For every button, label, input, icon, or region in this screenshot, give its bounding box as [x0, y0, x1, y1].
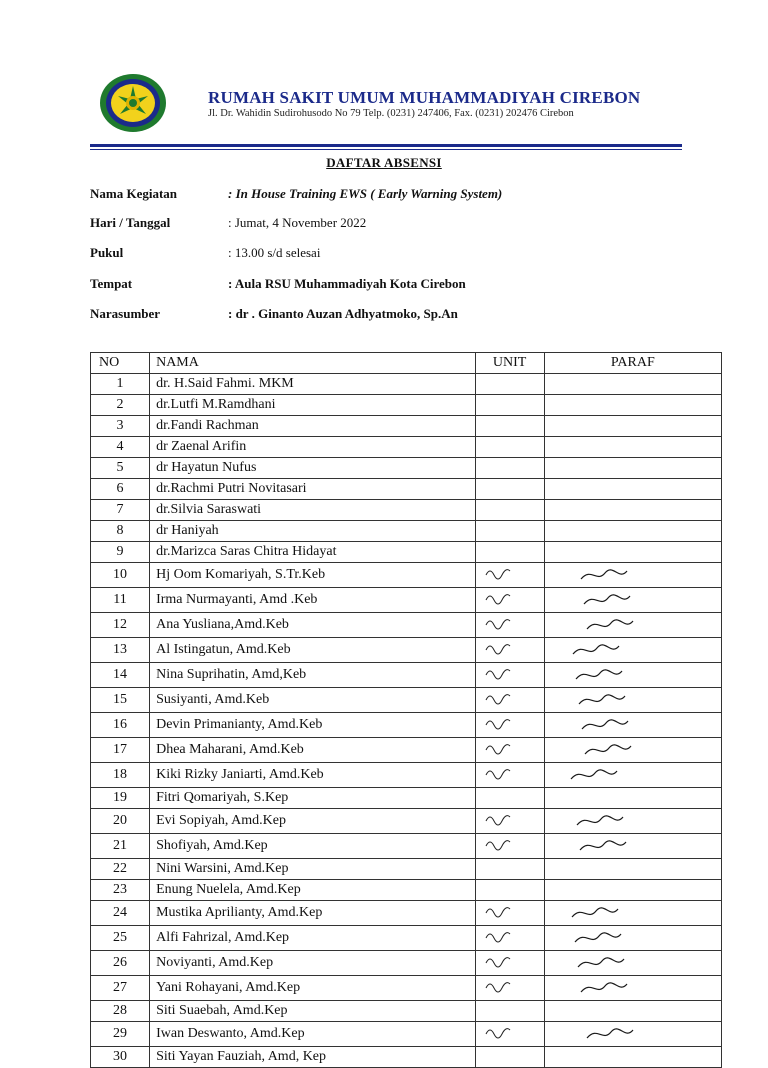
row-no: 14 — [91, 663, 150, 688]
signature-scribble — [551, 978, 701, 998]
row-no: 17 — [91, 738, 150, 763]
row-no: 1 — [91, 374, 150, 395]
table-row — [91, 834, 722, 859]
row-paraf — [544, 663, 721, 688]
document-title: DAFTAR ABSENSI — [326, 155, 442, 170]
row-no: 5 — [91, 458, 150, 479]
info-label: Nama Kegiatan — [90, 186, 178, 201]
row-no: 4 — [91, 437, 150, 458]
table-row — [91, 479, 722, 500]
row-unit — [475, 542, 544, 563]
row-no: 16 — [91, 713, 150, 738]
row-unit — [475, 663, 544, 688]
row-no: 24 — [91, 901, 150, 926]
table-row — [91, 588, 722, 613]
signature-scribble — [551, 836, 701, 856]
row-unit — [475, 926, 544, 951]
table-row — [91, 713, 722, 738]
row-no: 6 — [91, 479, 150, 500]
row-no: 22 — [91, 859, 150, 880]
signature-scribble — [551, 953, 701, 973]
signature-scribble — [551, 665, 701, 685]
row-unit — [475, 395, 544, 416]
row-no: 2 — [91, 395, 150, 416]
row-paraf — [544, 834, 721, 859]
row-paraf — [544, 976, 721, 1001]
unit-scrawl-mark — [482, 976, 526, 994]
row-paraf — [544, 763, 721, 788]
row-no: 23 — [91, 880, 150, 901]
row-unit — [475, 1047, 544, 1068]
row-paraf — [544, 901, 721, 926]
row-paraf — [544, 437, 721, 458]
row-paraf — [544, 926, 721, 951]
table-row — [91, 500, 722, 521]
table-row — [91, 738, 722, 763]
row-unit — [475, 437, 544, 458]
row-nama: Ana Yusliana,Amd.Keb — [150, 613, 476, 638]
unit-scrawl-mark — [482, 951, 526, 969]
table-row — [91, 437, 722, 458]
row-unit — [475, 763, 544, 788]
header-no: NO — [91, 353, 150, 374]
row-paraf — [544, 613, 721, 638]
row-nama: dr Haniyah — [150, 521, 476, 542]
row-nama: Shofiyah, Amd.Kep — [150, 834, 476, 859]
signature-scribble — [551, 740, 701, 760]
row-no: 10 — [91, 563, 150, 588]
row-nama: Evi Sopiyah, Amd.Kep — [150, 809, 476, 834]
table-row — [91, 1047, 722, 1068]
row-nama: Noviyanti, Amd.Kep — [150, 951, 476, 976]
row-no: 15 — [91, 688, 150, 713]
table-row — [91, 638, 722, 663]
table-row — [91, 1022, 722, 1047]
unit-scrawl-mark — [482, 738, 526, 756]
row-no: 30 — [91, 1047, 150, 1068]
row-unit — [475, 809, 544, 834]
row-nama: dr.Silvia Saraswati — [150, 500, 476, 521]
row-no: 20 — [91, 809, 150, 834]
unit-scrawl-mark — [482, 834, 526, 852]
row-nama: Susiyanti, Amd.Keb — [150, 688, 476, 713]
row-nama: Kiki Rizky Janiarti, Amd.Keb — [150, 763, 476, 788]
row-paraf — [544, 395, 721, 416]
unit-scrawl-mark — [482, 613, 526, 631]
row-paraf — [544, 859, 721, 880]
row-nama: Hj Oom Komariyah, S.Tr.Keb — [150, 563, 476, 588]
row-paraf — [544, 809, 721, 834]
signature-scribble — [551, 903, 701, 923]
row-no: 27 — [91, 976, 150, 1001]
signature-scribble — [551, 765, 701, 785]
unit-scrawl-mark — [482, 663, 526, 681]
row-unit — [475, 880, 544, 901]
signature-scribble — [551, 690, 701, 710]
table-row — [91, 416, 722, 437]
row-paraf — [544, 563, 721, 588]
row-unit — [475, 738, 544, 763]
row-no: 13 — [91, 638, 150, 663]
row-unit — [475, 1001, 544, 1022]
row-no: 3 — [91, 416, 150, 437]
signature-scribble — [551, 1024, 701, 1044]
row-paraf — [544, 788, 721, 809]
row-unit — [475, 638, 544, 663]
unit-scrawl-mark — [482, 926, 526, 944]
table-row — [91, 880, 722, 901]
row-unit — [475, 588, 544, 613]
unit-scrawl-mark — [482, 588, 526, 606]
info-label: Hari / Tanggal — [90, 215, 171, 230]
signature-scribble — [551, 715, 701, 735]
row-nama: dr.Lutfi M.Ramdhani — [150, 395, 476, 416]
row-nama: Siti Suaebah, Amd.Kep — [150, 1001, 476, 1022]
table-row — [91, 976, 722, 1001]
row-paraf — [544, 416, 721, 437]
info-label: Tempat — [90, 276, 133, 291]
signature-scribble — [551, 615, 701, 635]
unit-scrawl-mark — [482, 901, 526, 919]
info-value: : Jumat, 4 November 2022 — [228, 215, 367, 230]
hospital-address: Jl. Dr. Wahidin Sudirohusodo No 79 Telp. (0231) 247406, Fax. (0231) 202476 Cirebon — [208, 108, 574, 119]
table-row — [91, 763, 722, 788]
unit-scrawl-mark — [482, 1022, 526, 1040]
table-row — [91, 542, 722, 563]
row-nama: Irma Nurmayanti, Amd .Keb — [150, 588, 476, 613]
row-nama: dr.Rachmi Putri Novitasari — [150, 479, 476, 500]
info-value: : Aula RSU Muhammadiyah Kota Cirebon — [228, 276, 466, 291]
header-rule-thin — [90, 149, 682, 150]
table-row — [91, 563, 722, 588]
row-nama: Enung Nuelela, Amd.Kep — [150, 880, 476, 901]
table-row — [91, 1001, 722, 1022]
row-unit — [475, 458, 544, 479]
row-unit — [475, 479, 544, 500]
info-label: Narasumber — [90, 306, 161, 321]
unit-scrawl-mark — [482, 713, 526, 731]
header-rule-thick — [90, 144, 682, 147]
attendance-table — [90, 352, 722, 1068]
row-nama: Mustika Aprilianty, Amd.Kep — [150, 901, 476, 926]
row-nama: Nina Suprihatin, Amd,Keb — [150, 663, 476, 688]
table-row — [91, 859, 722, 880]
table-row — [91, 688, 722, 713]
row-unit — [475, 688, 544, 713]
row-unit — [475, 976, 544, 1001]
row-unit — [475, 951, 544, 976]
row-paraf — [544, 521, 721, 542]
row-nama: Dhea Maharani, Amd.Keb — [150, 738, 476, 763]
unit-scrawl-mark — [482, 763, 526, 781]
signature-scribble — [551, 590, 701, 610]
row-nama: dr. H.Said Fahmi. MKM — [150, 374, 476, 395]
table-row — [91, 788, 722, 809]
row-nama: dr.Marizca Saras Chitra Hidayat — [150, 542, 476, 563]
row-no: 12 — [91, 613, 150, 638]
hospital-name: RUMAH SAKIT UMUM MUHAMMADIYAH CIREBON — [208, 88, 641, 107]
table-row — [91, 663, 722, 688]
row-nama: dr Hayatun Nufus — [150, 458, 476, 479]
row-nama: Fitri Qomariyah, S.Kep — [150, 788, 476, 809]
table-row — [91, 951, 722, 976]
row-no: 11 — [91, 588, 150, 613]
signature-scribble — [551, 811, 701, 831]
row-nama: Al Istingatun, Amd.Keb — [150, 638, 476, 663]
row-no: 28 — [91, 1001, 150, 1022]
row-paraf — [544, 880, 721, 901]
row-unit — [475, 521, 544, 542]
row-paraf — [544, 738, 721, 763]
row-paraf — [544, 1022, 721, 1047]
header-unit: UNIT — [475, 353, 544, 374]
row-paraf — [544, 374, 721, 395]
info-value: : dr . Ginanto Auzan Adhyatmoko, Sp.An — [228, 306, 458, 321]
row-nama: Yani Rohayani, Amd.Kep — [150, 976, 476, 1001]
info-value: : In House Training EWS ( Early Warning System) — [228, 186, 503, 201]
table-row — [91, 613, 722, 638]
row-paraf — [544, 1047, 721, 1068]
table-row — [91, 374, 722, 395]
header-paraf: PARAF — [544, 353, 721, 374]
unit-scrawl-mark — [482, 809, 526, 827]
row-paraf — [544, 638, 721, 663]
row-paraf — [544, 588, 721, 613]
row-unit — [475, 1022, 544, 1047]
unit-scrawl-mark — [482, 638, 526, 656]
table-row — [91, 458, 722, 479]
table-row — [91, 395, 722, 416]
row-no: 19 — [91, 788, 150, 809]
unit-scrawl-mark — [482, 563, 526, 581]
unit-scrawl-mark — [482, 688, 526, 706]
row-unit — [475, 901, 544, 926]
attendance-rows — [91, 374, 722, 1068]
row-nama: Siti Yayan Fauziah, Amd, Kep — [150, 1047, 476, 1068]
table-row — [91, 901, 722, 926]
row-paraf — [544, 951, 721, 976]
row-paraf — [544, 688, 721, 713]
row-paraf — [544, 713, 721, 738]
row-unit — [475, 500, 544, 521]
row-nama: Alfi Fahrizal, Amd.Kep — [150, 926, 476, 951]
table-header-row — [91, 353, 722, 374]
row-unit — [475, 859, 544, 880]
row-nama: Nini Warsini, Amd.Kep — [150, 859, 476, 880]
table-row — [91, 521, 722, 542]
row-nama: Iwan Deswanto, Amd.Kep — [150, 1022, 476, 1047]
row-unit — [475, 416, 544, 437]
row-nama: dr.Fandi Rachman — [150, 416, 476, 437]
row-no: 8 — [91, 521, 150, 542]
row-nama: Devin Primanianty, Amd.Keb — [150, 713, 476, 738]
hospital-logo — [98, 72, 168, 134]
signature-scribble — [551, 928, 701, 948]
row-unit — [475, 788, 544, 809]
row-no: 18 — [91, 763, 150, 788]
row-paraf — [544, 542, 721, 563]
row-unit — [475, 563, 544, 588]
row-no: 29 — [91, 1022, 150, 1047]
row-no: 9 — [91, 542, 150, 563]
row-unit — [475, 834, 544, 859]
row-no: 26 — [91, 951, 150, 976]
table-row — [91, 926, 722, 951]
row-paraf — [544, 500, 721, 521]
row-no: 25 — [91, 926, 150, 951]
row-no: 7 — [91, 500, 150, 521]
info-label: Pukul — [90, 245, 124, 260]
row-nama: dr Zaenal Arifin — [150, 437, 476, 458]
header-nama: NAMA — [150, 353, 476, 374]
row-paraf — [544, 458, 721, 479]
info-value: : 13.00 s/d selesai — [228, 245, 321, 260]
row-unit — [475, 713, 544, 738]
row-unit — [475, 613, 544, 638]
row-paraf — [544, 1001, 721, 1022]
table-row — [91, 809, 722, 834]
row-paraf — [544, 479, 721, 500]
signature-scribble — [551, 565, 701, 585]
signature-scribble — [551, 640, 701, 660]
row-unit — [475, 374, 544, 395]
row-no: 21 — [91, 834, 150, 859]
